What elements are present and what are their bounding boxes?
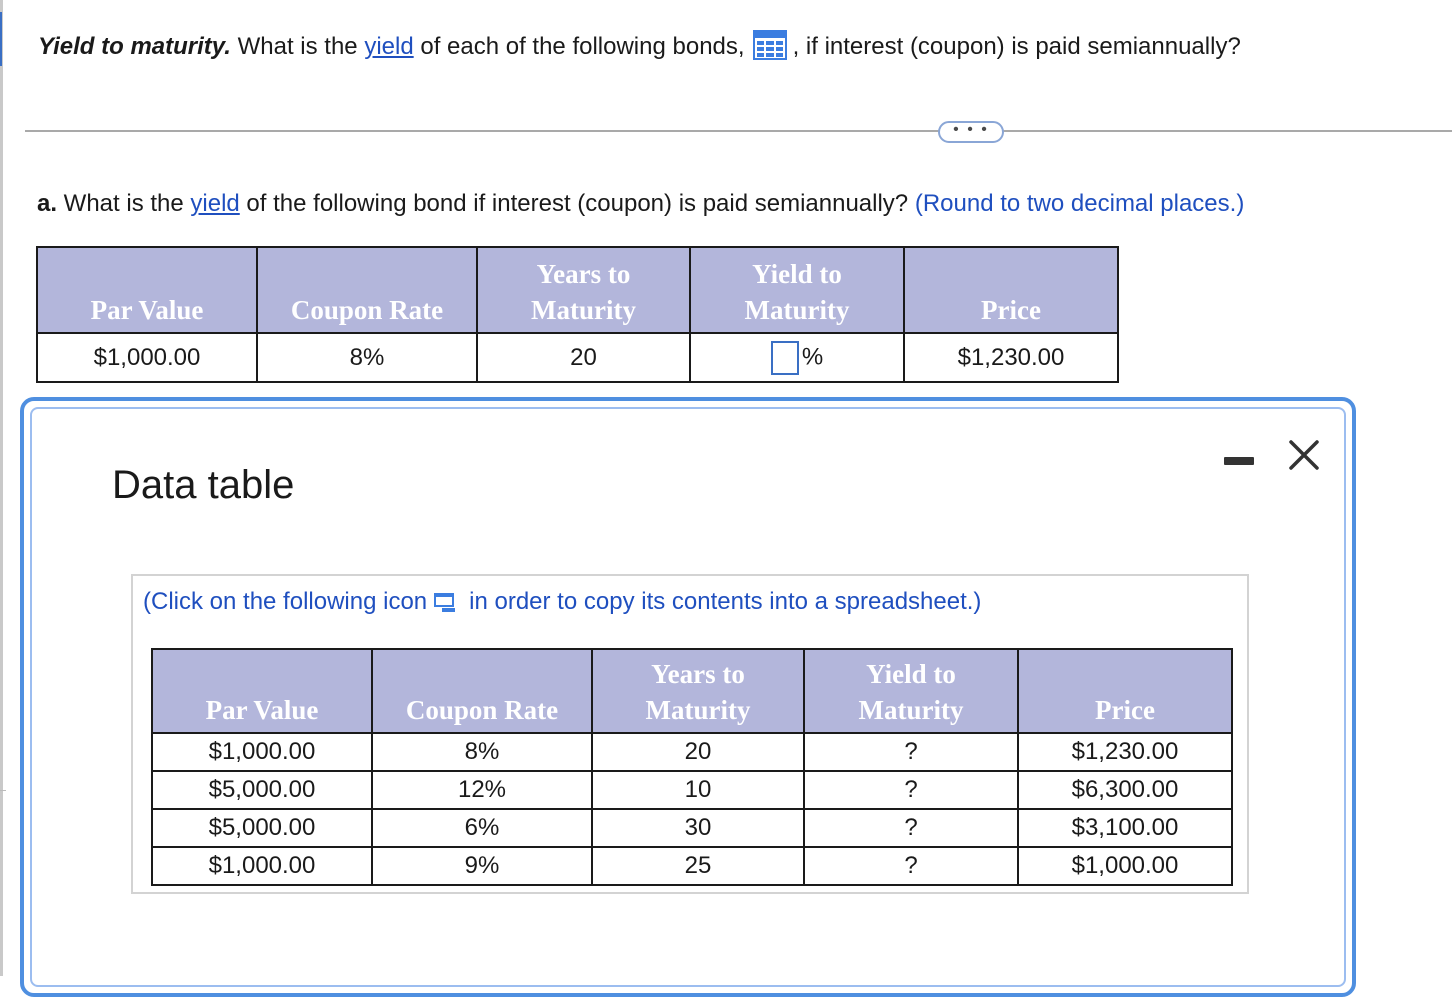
cell-coupon-rate: 8% xyxy=(372,733,592,771)
cell-years: 20 xyxy=(592,733,804,771)
cell-years: 20 xyxy=(477,333,690,382)
header-yield-to-maturity: Yield to Maturity xyxy=(804,649,1018,733)
table-row xyxy=(152,809,1232,847)
dialog-title: Data table xyxy=(112,463,295,507)
cell-ytm: ? xyxy=(804,809,1018,847)
left-edge-marker xyxy=(0,12,8,66)
cell-ytm: ? xyxy=(804,771,1018,809)
cell-par-value: $5,000.00 xyxy=(152,809,372,847)
header-coupon-rate: Coupon Rate xyxy=(257,247,477,333)
cell-years: 25 xyxy=(592,847,804,885)
cell-coupon-rate: 9% xyxy=(372,847,592,885)
cell-par-value: $1,000.00 xyxy=(37,333,257,382)
part-a-label: a. xyxy=(37,190,58,217)
table-header-row xyxy=(152,649,1232,733)
header-years-to-maturity: Years to Maturity xyxy=(592,649,804,733)
header-years-to-maturity: Years to Maturity xyxy=(477,247,690,333)
cell-par-value: $5,000.00 xyxy=(152,771,372,809)
cell-years: 10 xyxy=(592,771,804,809)
expand-more-button[interactable]: • • • xyxy=(938,121,1004,143)
cell-price: $1,230.00 xyxy=(1018,733,1232,771)
cell-price: $1,230.00 xyxy=(904,333,1118,382)
bond-data-table xyxy=(151,648,1233,886)
left-edge-bar xyxy=(0,0,3,976)
data-table-dialog xyxy=(20,397,1356,997)
part-a-question: a. What is the yield of the following bond if interest (coupon) is paid semiannually? (Round to two decimal places.) xyxy=(37,190,1245,217)
yield-link[interactable]: yield xyxy=(364,33,414,60)
header-price: Price xyxy=(904,247,1118,333)
table-row xyxy=(152,847,1232,885)
table-row xyxy=(37,333,1118,382)
table-row xyxy=(152,733,1232,771)
cell-years: 30 xyxy=(592,809,804,847)
cell-coupon-rate: 6% xyxy=(372,809,592,847)
cell-price: $3,100.00 xyxy=(1018,809,1232,847)
data-table-frame xyxy=(131,574,1249,894)
copy-instruction: (Click on the following icon in order to copy its contents into a spreadsheet.) xyxy=(143,588,981,620)
question-text: Yield to maturity. What is the yield of each of the following bonds, , if interest (coupon) is paid semiannually? xyxy=(38,30,1241,69)
cell-ytm-answer xyxy=(690,333,904,382)
data-table-grid-icon[interactable] xyxy=(753,30,787,69)
table-header-row xyxy=(37,247,1118,333)
header-yield-to-maturity: Yield to Maturity xyxy=(690,247,904,333)
cell-price: $6,300.00 xyxy=(1018,771,1232,809)
header-coupon-rate: Coupon Rate xyxy=(372,649,592,733)
header-price: Price xyxy=(1018,649,1232,733)
section-divider xyxy=(25,130,1452,132)
minimize-button[interactable] xyxy=(1224,457,1254,465)
left-edge-tick xyxy=(0,790,6,791)
cell-coupon-rate: 12% xyxy=(372,771,592,809)
ytm-answer-input[interactable] xyxy=(771,341,799,375)
header-par-value: Par Value xyxy=(37,247,257,333)
cell-price: $1,000.00 xyxy=(1018,847,1232,885)
cell-coupon-rate: 8% xyxy=(257,333,477,382)
cell-ytm: ? xyxy=(804,847,1018,885)
table-row xyxy=(152,771,1232,809)
question-title: Yield to maturity. xyxy=(38,33,231,60)
close-icon xyxy=(1286,437,1322,473)
close-button[interactable] xyxy=(1286,437,1322,473)
part-a-bond-table xyxy=(36,246,1119,383)
copy-to-spreadsheet-icon[interactable] xyxy=(433,591,457,620)
ytm-percent-unit: % xyxy=(801,342,824,370)
cell-par-value: $1,000.00 xyxy=(152,847,372,885)
part-a-yield-link[interactable]: yield xyxy=(190,190,240,217)
cell-ytm: ? xyxy=(804,733,1018,771)
cell-par-value: $1,000.00 xyxy=(152,733,372,771)
header-par-value: Par Value xyxy=(152,649,372,733)
round-instruction: (Round to two decimal places.) xyxy=(914,190,1245,217)
